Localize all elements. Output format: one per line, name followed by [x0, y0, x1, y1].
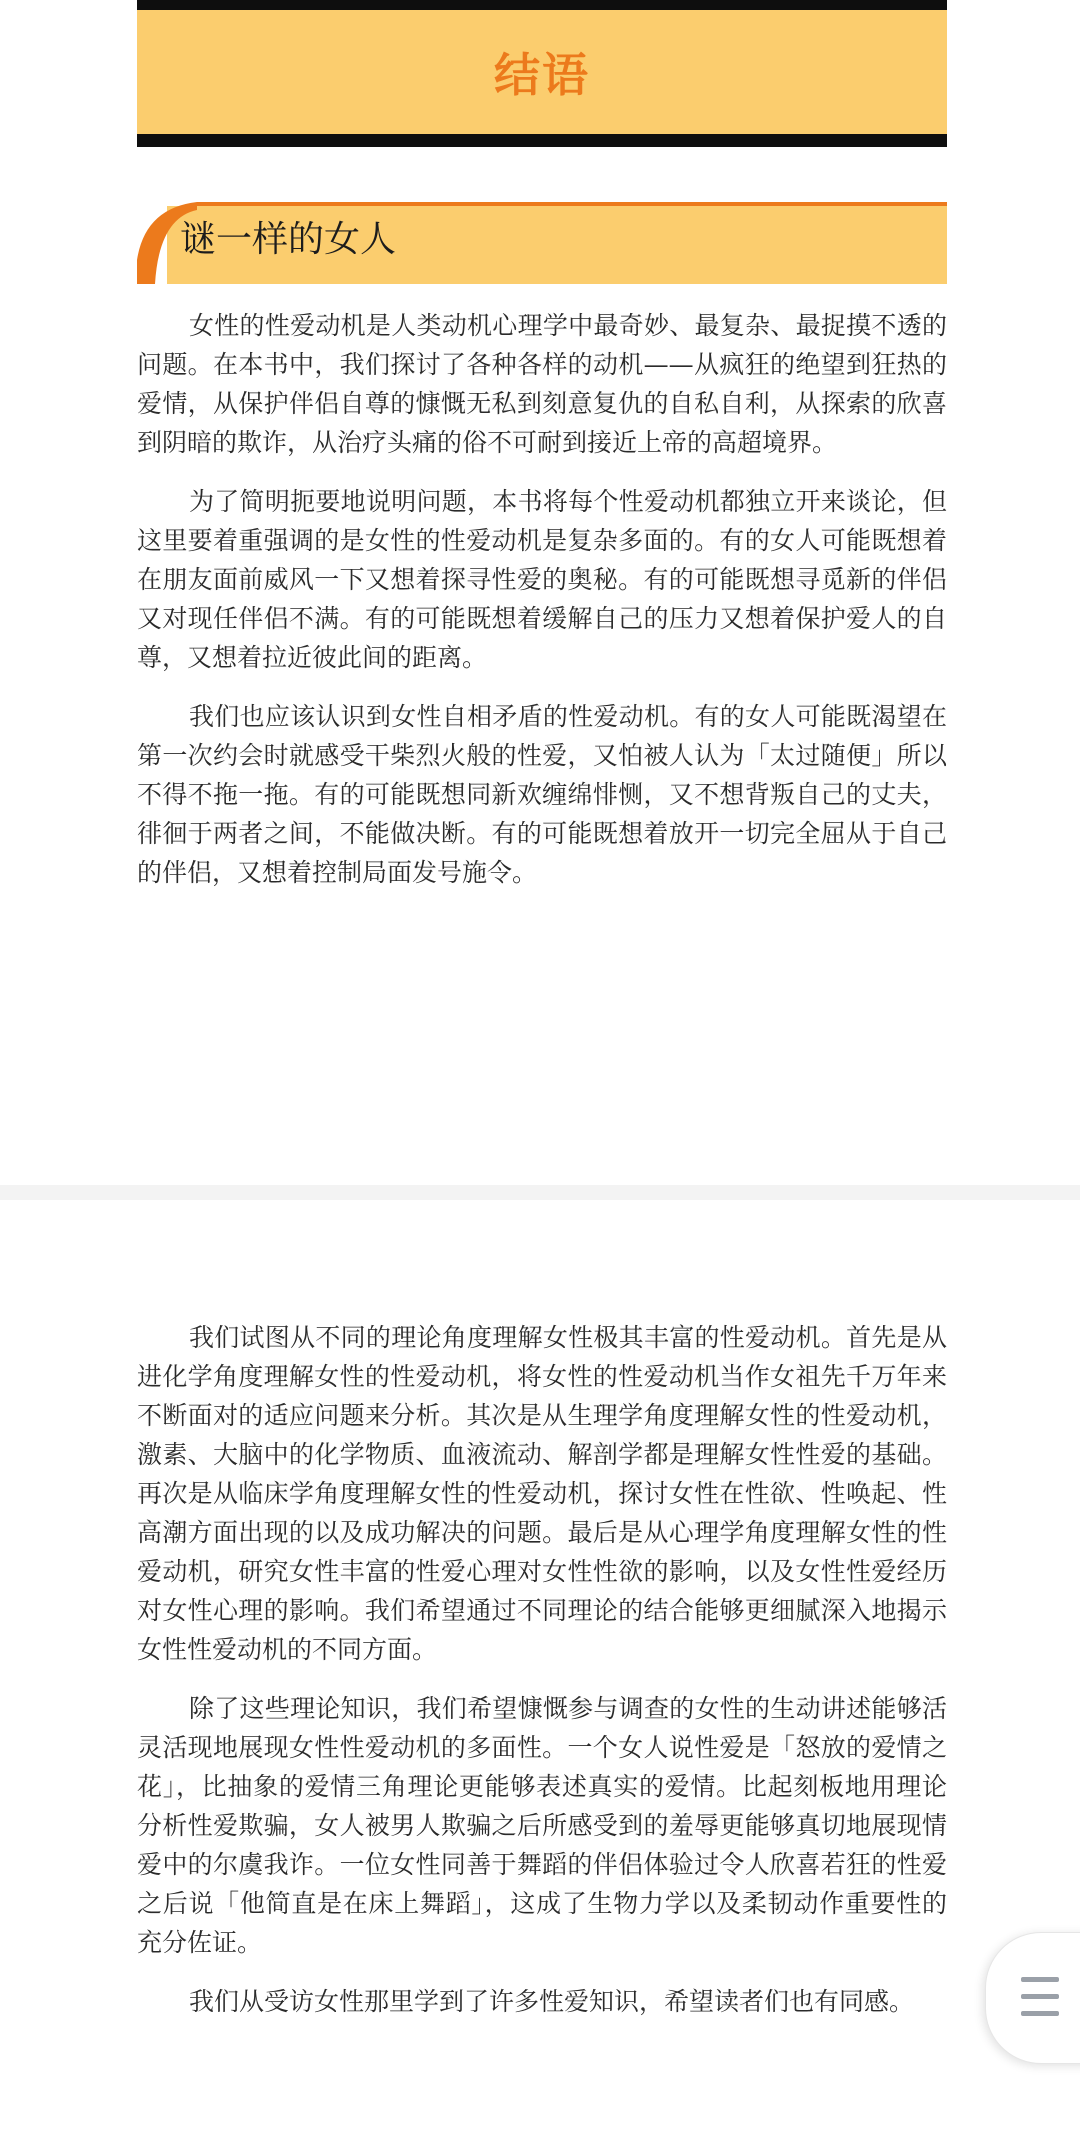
section-title: 谜一样的女人 [180, 219, 397, 260]
section-header [137, 200, 947, 284]
paragraph: 我们从受访女性那里学到了许多性爱知识，希望读者们也有同感。 [189, 1987, 915, 2016]
page-separator [0, 1185, 1080, 1200]
paragraph: 我们也应该认识到女性自相矛盾的性爱动机。有的女人可能既渴望在第一次约会时就感受干柴烈火般的性爱，又怕被人认为「太过随便」所以不得不拖一拖。有的可能既想同新欢缠绵悱恻，又不想背叛自己的丈夫，徘徊于两者之间，不能做决断。有的可能既想着放开一切完全屈从于自己的伴侣，又想着控制局面发号施令。 [137, 702, 947, 887]
chapter-header [137, 0, 947, 147]
paragraph: 我们试图从不同的理论角度理解女性极其丰富的性爱动机。首先是从进化学角度理解女性的性爱动机，将女性的性爱动机当作女祖先千万年来不断面对的适应问题来分析。其次是从生理学角度理解女性的性爱动机，激素、大脑中的化学物质、血液流动、解剖学都是理解女性性爱的基础。再次是从临床学角度理解女性的性爱动机，探讨女性在性欲、性唤起、性高潮方面出现的以及成功解决的问题。最后是从心理学角度理解女性的性爱动机，研究女性丰富的性爱心理对女性性欲的影响，以及女性性爱经历对女性心理的影响。我们希望通过不同理论的结合能够更细腻深入地揭示女性性爱动机的不同方面。 [137, 1323, 947, 1664]
hamburger-menu-icon-bar [1021, 1994, 1059, 1999]
paragraph: 为了简明扼要地说明问题，本书将每个性爱动机都独立开来谈论，但这里要着重强调的是女性的性爱动机是复杂多面的。有的女人可能既想着在朋友面前威风一下又想着探寻性爱的奥秘。有的可能既想寻觅新的伴侣又对现任伴侣不满。有的可能既想着缓解自己的压力又想着保护爱人的自尊，又想着拉近彼此间的距离。 [137, 487, 947, 672]
paragraph: 女性的性爱动机是人类动机心理学中最奇妙、最复杂、最捉摸不透的问题。在本书中，我们探讨了各种各样的动机——从疯狂的绝望到狂热的爱情，从保护伴侣自尊的慷慨无私到刻意复仇的自私自利，从探索的欣喜到阴暗的欺诈，从治疗头痛的俗不可耐到接近上帝的高超境界。 [137, 311, 947, 457]
chapter-title: 结语 [494, 48, 590, 102]
paragraph: 除了这些理论知识，我们希望慷慨参与调查的女性的生动讲述能够活灵活现地展现女性性爱动机的多面性。一个女人说性爱是「怒放的爱情之花」，比抽象的爱情三角理论更能够表述真实的爱情。比起刻板地用理论分析性爱欺骗，女人被男人欺骗之后所感受到的羞辱更能够真切地展现情爱中的尔虞我诈。一位女性同善于舞蹈的伴侣体验过令人欣喜若狂的性爱之后说「他简直是在床上舞蹈」，这成了生物力学以及柔韧动作重要性的充分佐证。 [137, 1694, 947, 1957]
hamburger-menu-icon-bar [1021, 2011, 1059, 2016]
floating-menu-button[interactable] [985, 1932, 1080, 2064]
hamburger-menu-icon [1021, 1977, 1059, 1982]
body-text-page-1 [137, 306, 947, 912]
body-text-page-2 [137, 1318, 947, 2041]
